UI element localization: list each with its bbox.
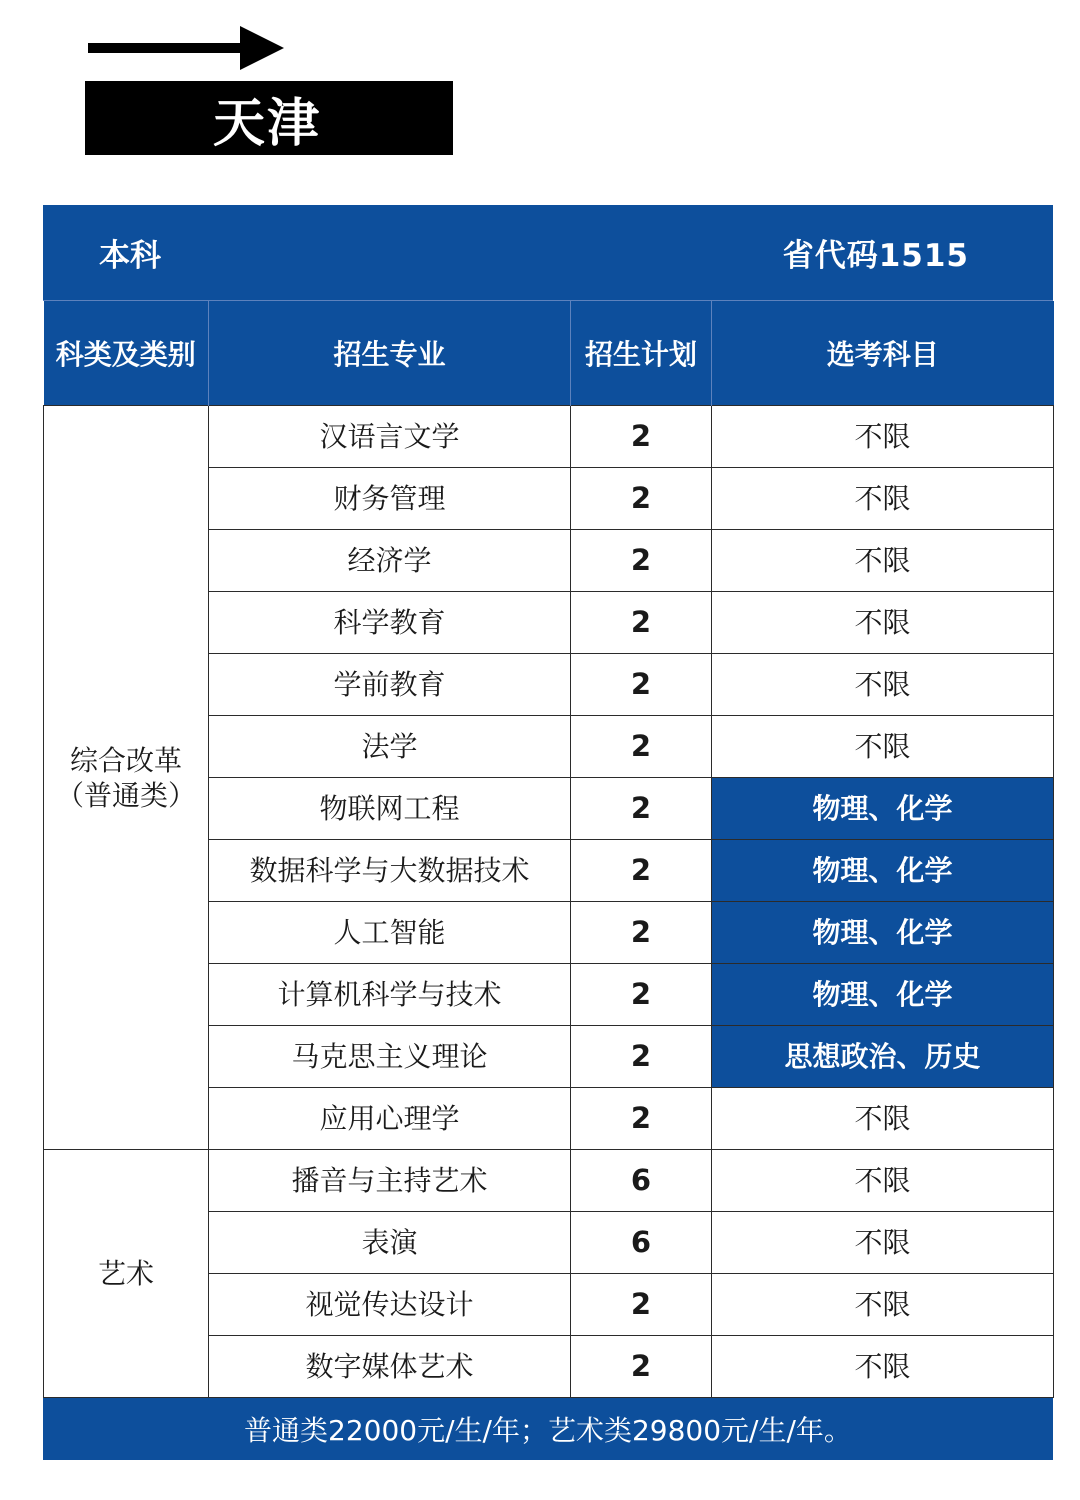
arrow-right-icon <box>88 24 288 72</box>
subject-requirement-cell: 不限 <box>712 406 1054 468</box>
table-body <box>44 406 1054 1398</box>
major-cell: 视觉传达设计 <box>209 1274 571 1336</box>
subject-requirement-cell: 不限 <box>712 468 1054 530</box>
column-header-subjects: 选考科目 <box>712 301 1054 406</box>
table-banner <box>43 205 1053 301</box>
plan-count-cell: 2 <box>571 716 712 778</box>
major-cell: 播音与主持艺术 <box>209 1150 571 1212</box>
subject-requirement-cell: 不限 <box>712 654 1054 716</box>
plan-count-cell: 6 <box>571 1150 712 1212</box>
subject-requirement-cell: 不限 <box>712 1088 1054 1150</box>
category-line: 艺术 <box>97 1257 154 1290</box>
subject-requirement-cell: 不限 <box>712 1274 1054 1336</box>
degree-level: 本科 <box>99 238 161 274</box>
subject-requirement-cell: 物理、化学 <box>712 840 1054 902</box>
subject-requirement-cell: 物理、化学 <box>712 778 1054 840</box>
major-cell: 法学 <box>209 716 571 778</box>
major-cell: 经济学 <box>209 530 571 592</box>
category-line: （普通类） <box>55 778 196 812</box>
table-row <box>44 406 1054 468</box>
column-header-plan: 招生计划 <box>571 301 712 406</box>
major-cell: 科学教育 <box>209 592 571 654</box>
major-cell: 汉语言文学 <box>209 406 571 468</box>
enrollment-plan-table <box>43 205 1053 1460</box>
category-cell <box>44 1150 209 1398</box>
major-cell: 财务管理 <box>209 468 571 530</box>
plan-count-cell: 2 <box>571 530 712 592</box>
plan-count-cell: 2 <box>571 1088 712 1150</box>
major-cell: 人工智能 <box>209 902 571 964</box>
plan-count-cell: 2 <box>571 840 712 902</box>
major-cell: 表演 <box>209 1212 571 1274</box>
plan-count-cell: 2 <box>571 1274 712 1336</box>
major-cell: 物联网工程 <box>209 778 571 840</box>
plan-table <box>43 301 1054 1398</box>
subject-requirement-cell: 不限 <box>712 592 1054 654</box>
plan-count-cell: 2 <box>571 1336 712 1398</box>
major-cell: 应用心理学 <box>209 1088 571 1150</box>
plan-count-cell: 2 <box>571 902 712 964</box>
column-header-category: 科类及类别 <box>44 301 209 406</box>
major-cell: 数据科学与大数据技术 <box>209 840 571 902</box>
category-cell <box>44 406 209 1150</box>
table-row <box>44 1150 1054 1212</box>
subject-requirement-cell: 不限 <box>712 1150 1054 1212</box>
column-header-major: 招生专业 <box>209 301 571 406</box>
subject-requirement-cell: 思想政治、历史 <box>712 1026 1054 1088</box>
subject-requirement-cell: 不限 <box>712 716 1054 778</box>
major-cell: 学前教育 <box>209 654 571 716</box>
plan-count-cell: 2 <box>571 468 712 530</box>
plan-count-cell: 2 <box>571 406 712 468</box>
category-line: 综合改革 <box>69 743 182 777</box>
plan-count-cell: 2 <box>571 964 712 1026</box>
major-cell: 数字媒体艺术 <box>209 1336 571 1398</box>
subject-requirement-cell: 不限 <box>712 1212 1054 1274</box>
plan-count-cell: 2 <box>571 778 712 840</box>
plan-count-cell: 2 <box>571 592 712 654</box>
subject-requirement-cell: 不限 <box>712 530 1054 592</box>
tuition-footer: 普通类22000元/生/年；艺术类29800元/生/年。 <box>43 1398 1053 1460</box>
province-code: 省代码1515 <box>782 238 969 274</box>
major-cell: 马克思主义理论 <box>209 1026 571 1088</box>
province-label-box <box>85 81 453 155</box>
subject-requirement-cell: 物理、化学 <box>712 902 1054 964</box>
major-cell: 计算机科学与技术 <box>209 964 571 1026</box>
plan-count-cell: 2 <box>571 654 712 716</box>
subject-requirement-cell: 物理、化学 <box>712 964 1054 1026</box>
table-header-row <box>44 301 1054 406</box>
subject-requirement-cell: 不限 <box>712 1336 1054 1398</box>
province-title: 天津 <box>213 93 322 154</box>
plan-count-cell: 6 <box>571 1212 712 1274</box>
plan-count-cell: 2 <box>571 1026 712 1088</box>
